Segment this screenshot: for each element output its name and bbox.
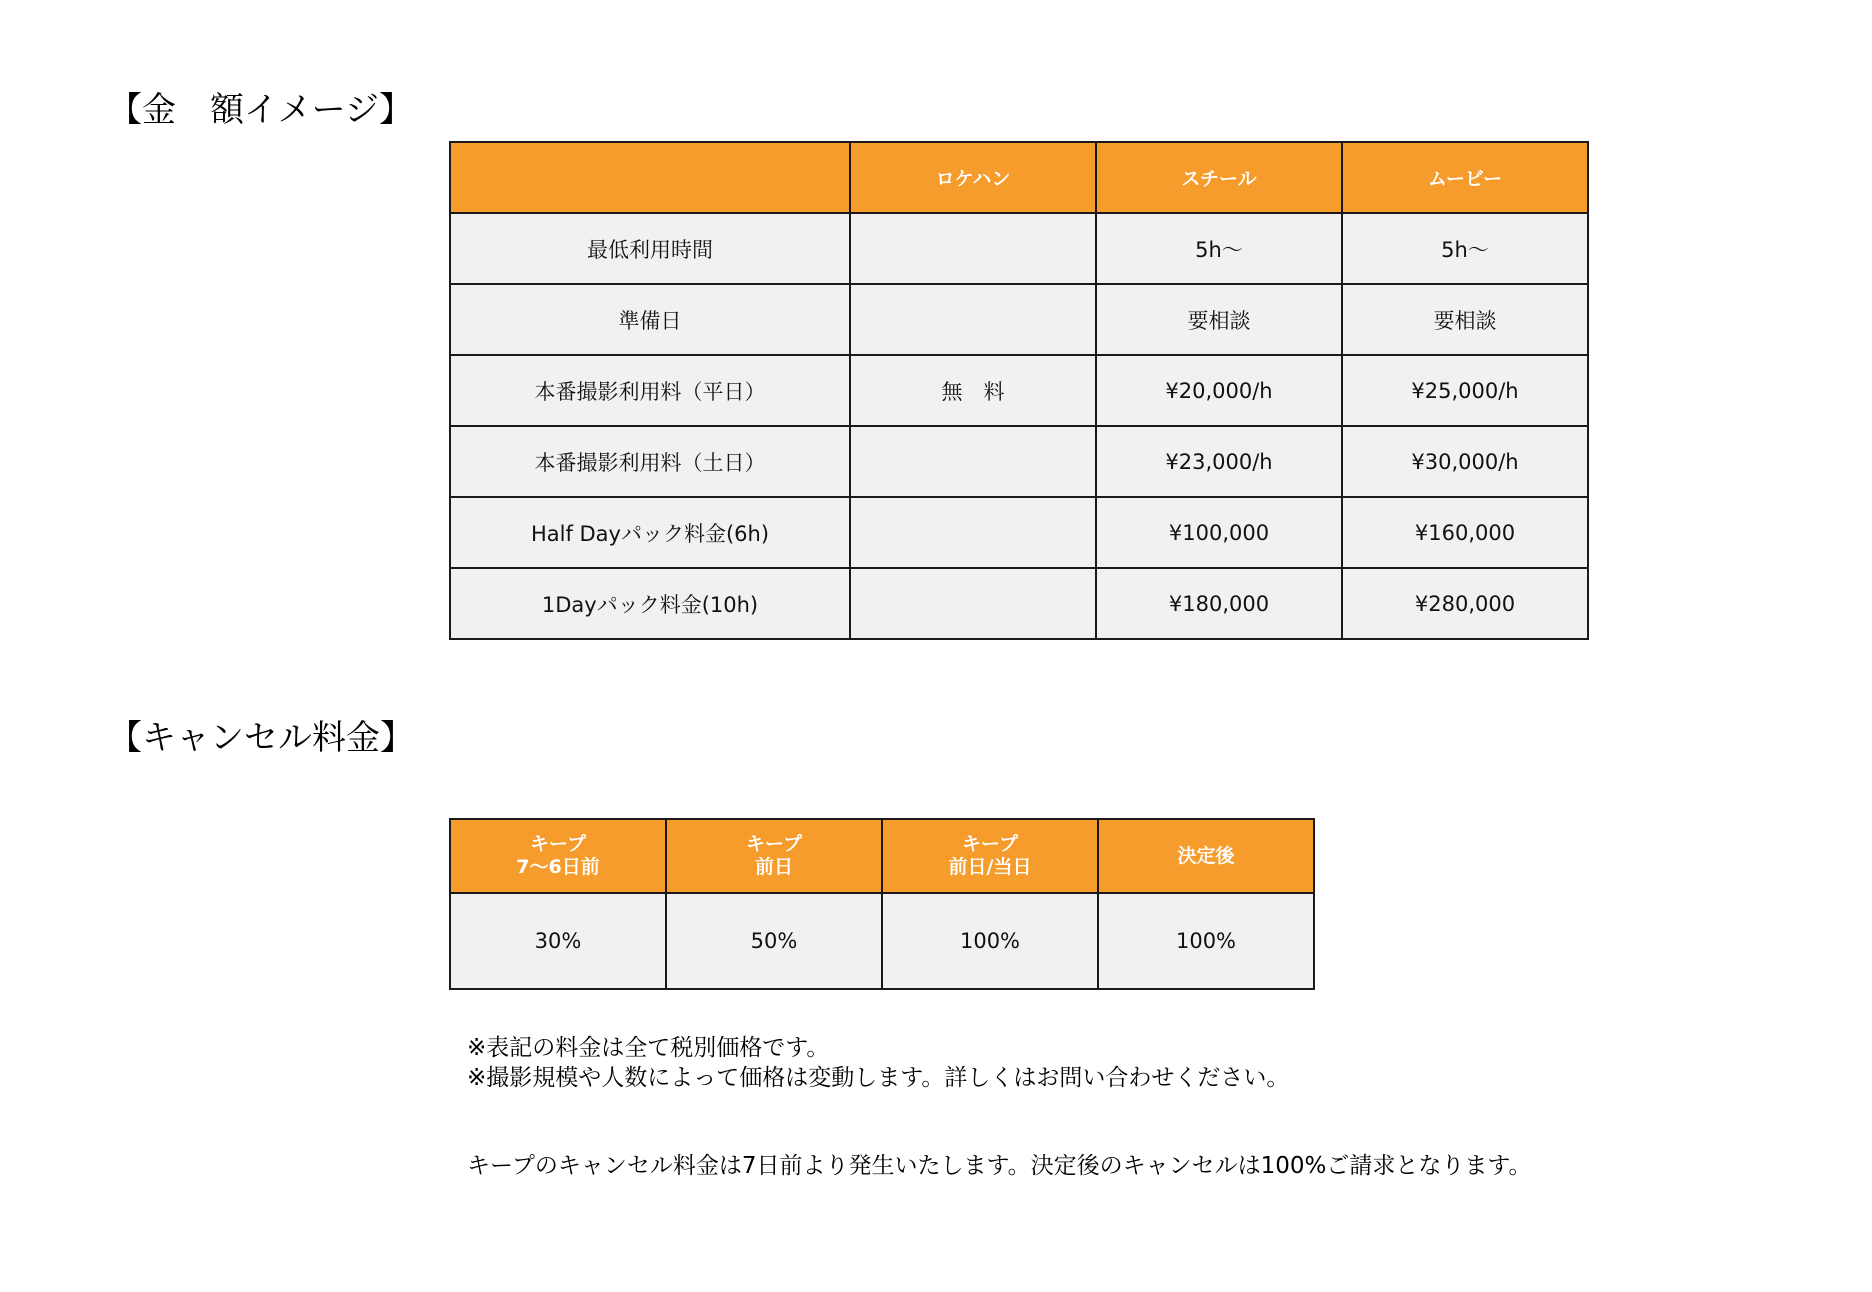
- movie-cell: ¥280,000: [1342, 568, 1588, 639]
- movie-cell: 5h〜: [1342, 213, 1588, 284]
- table-row: [450, 213, 1588, 284]
- price-table: [449, 141, 1589, 640]
- price-header-still: スチール: [1096, 142, 1342, 213]
- cancel-header-keep-7-6-days: [450, 819, 666, 893]
- location-hunt-cell: [850, 426, 1096, 497]
- cancel-header-line2: 7〜6日前: [516, 856, 600, 878]
- cancel-header-line1: 決定後: [1177, 844, 1235, 867]
- movie-cell: ¥30,000/h: [1342, 426, 1588, 497]
- cancel-header-line1: キープ: [529, 833, 587, 855]
- still-cell: ¥20,000/h: [1096, 355, 1342, 426]
- row-label: 最低利用時間: [450, 213, 850, 284]
- still-cell: ¥180,000: [1096, 568, 1342, 639]
- cancel-header-line1: キープ: [961, 833, 1019, 855]
- cancel-header-line2: 前日/当日: [948, 856, 1032, 878]
- cancel-header-after-confirmation: [1098, 819, 1314, 893]
- still-cell: 5h〜: [1096, 213, 1342, 284]
- row-label: Half Dayパック料金(6h): [450, 497, 850, 568]
- table-row: [450, 426, 1588, 497]
- note-price-varies: ※撮影規模や人数によって価格は変動します。詳しくはお問い合わせください。: [467, 1065, 1290, 1091]
- price-notes: [467, 1033, 1289, 1093]
- price-section-title: 【金 額イメージ】: [108, 90, 413, 130]
- cancel-fee-value: 30%: [450, 893, 666, 989]
- location-hunt-cell: 無 料: [850, 355, 1096, 426]
- location-hunt-cell: [850, 497, 1096, 568]
- price-table-header-row: [450, 142, 1588, 213]
- table-row: [450, 497, 1588, 568]
- cancel-header-keep-same-day: [882, 819, 1098, 893]
- cancel-table-value-row: [450, 893, 1314, 989]
- row-label: 本番撮影利用料（土日）: [450, 426, 850, 497]
- cancel-header-line1: キープ: [745, 833, 803, 855]
- movie-cell: ¥25,000/h: [1342, 355, 1588, 426]
- cancel-policy-text: キープのキャンセル料金は7日前より発生いたします。決定後のキャンセルは100%ご請求となります。: [467, 1153, 1532, 1179]
- note-tax-excluded: ※表記の料金は全て税別価格です。: [467, 1035, 830, 1061]
- row-label: 準備日: [450, 284, 850, 355]
- cancel-fee-table: [449, 818, 1315, 990]
- movie-cell: ¥160,000: [1342, 497, 1588, 568]
- cancel-table-header-row: [450, 819, 1314, 893]
- cancel-header-line2: 前日: [754, 856, 793, 878]
- location-hunt-cell: [850, 284, 1096, 355]
- table-row: [450, 568, 1588, 639]
- row-label: 1Dayパック料金(10h): [450, 568, 850, 639]
- table-row: [450, 284, 1588, 355]
- price-header-empty: [450, 142, 850, 213]
- still-cell: ¥23,000/h: [1096, 426, 1342, 497]
- location-hunt-cell: [850, 568, 1096, 639]
- price-header-movie: ムービー: [1342, 142, 1588, 213]
- still-cell: ¥100,000: [1096, 497, 1342, 568]
- price-header-location-hunt: ロケハン: [850, 142, 1096, 213]
- still-cell: 要相談: [1096, 284, 1342, 355]
- row-label: 本番撮影利用料（平日）: [450, 355, 850, 426]
- cancel-fee-value: 100%: [1098, 893, 1314, 989]
- cancel-policy-note: [467, 1151, 1532, 1181]
- cancel-header-keep-day-before: [666, 819, 882, 893]
- location-hunt-cell: [850, 213, 1096, 284]
- cancel-fee-value: 50%: [666, 893, 882, 989]
- table-row: [450, 355, 1588, 426]
- cancel-section-title: 【キャンセル料金】: [108, 718, 414, 758]
- movie-cell: 要相談: [1342, 284, 1588, 355]
- cancel-fee-value: 100%: [882, 893, 1098, 989]
